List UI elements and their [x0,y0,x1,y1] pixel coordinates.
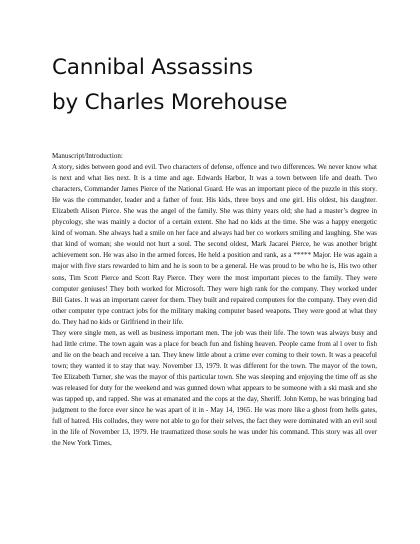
book-title: Cannibal Assassins [52,55,253,80]
author-byline: by Charles Morehouse [52,90,288,115]
manuscript-body [52,151,377,449]
title-block [52,50,392,120]
body-paragraph: A story, sides between good and evil. Two characters of defense, offence and two differences. We never know what is next and what lies next. It is a time and age. Edwards Harbor, It was a town between life and death. Two characters, Commander James Pierce of the National Guard. He was an important piece of the puzzle in this story. He was the commander, leader and a father of four. His kids, three boys and one girl. His oldest, his daughter. Elizabeth Alison Pierce. She was the angel of the family. She was thirty years old; she had a master’s degree in phycology, she was mainly a doctor of a certain extent. She had no kids at the time. She was a happy energetic kind of woman. She always had a smile on her face and always had her co workers smiling and laughing. She was that kind of woman; she would not hurt a soul. The second oldest, Mark Jacarei Pierce, he was another bright achievement son. He was also in the armed forces, He held a position and rank, as a ***** Major. He was again a major with five stars rewarded to him and he is soon to be a general. He was proud to be who he is, His two other sons, Tim Scott Pierce and Scott Ray Pierce. They were the most important pieces to the family. They were computer geniuses! They both worked for Microsoft. They were high rank for the company. They worked under Bill Gates. It was an important career for them. They built and repaired computers for the company. They even did other computer type contract jobs for the military making computer based weapons. They were good at what they do. They had no kids or Girlfriend in their life. [52,163,377,326]
section-heading: Manuscript/Introduction: [52,152,123,160]
body-paragraph: They were single men, as well as business important men. The job was their life. The town was always busy and had little crime. The town again was a place for beach fun and fishing heaven. People came from al l over to fish and lie on the beach and receive a tan. They knew little about a crime ever coming to their town. It was a peaceful town; they wanted it to stay that way. November 13, 1979. It was different for the town. The mayor of the town, Tee Elizabeth Turner, she was the mayor of this particular town. She was sleeping and enjoying the time off as she was released for duty for the weekend and was gunned down what appears to be someone with a ski mask and she was tapped up, and rapped. She was at emanated and the cops at the day, Sheriff. John Kemp, he was bringing bad judgment to the force ever since he was apart of it in - May 14, 1965. He was more like a ghost from hells gates, full of hatred. His colludes, they were not able to go for their selves, the fact they were dominated with an evil soul in the life of November 13, 1979. He traumatized those souls he was under his command. This story was all over the New York Times, [52,328,377,448]
